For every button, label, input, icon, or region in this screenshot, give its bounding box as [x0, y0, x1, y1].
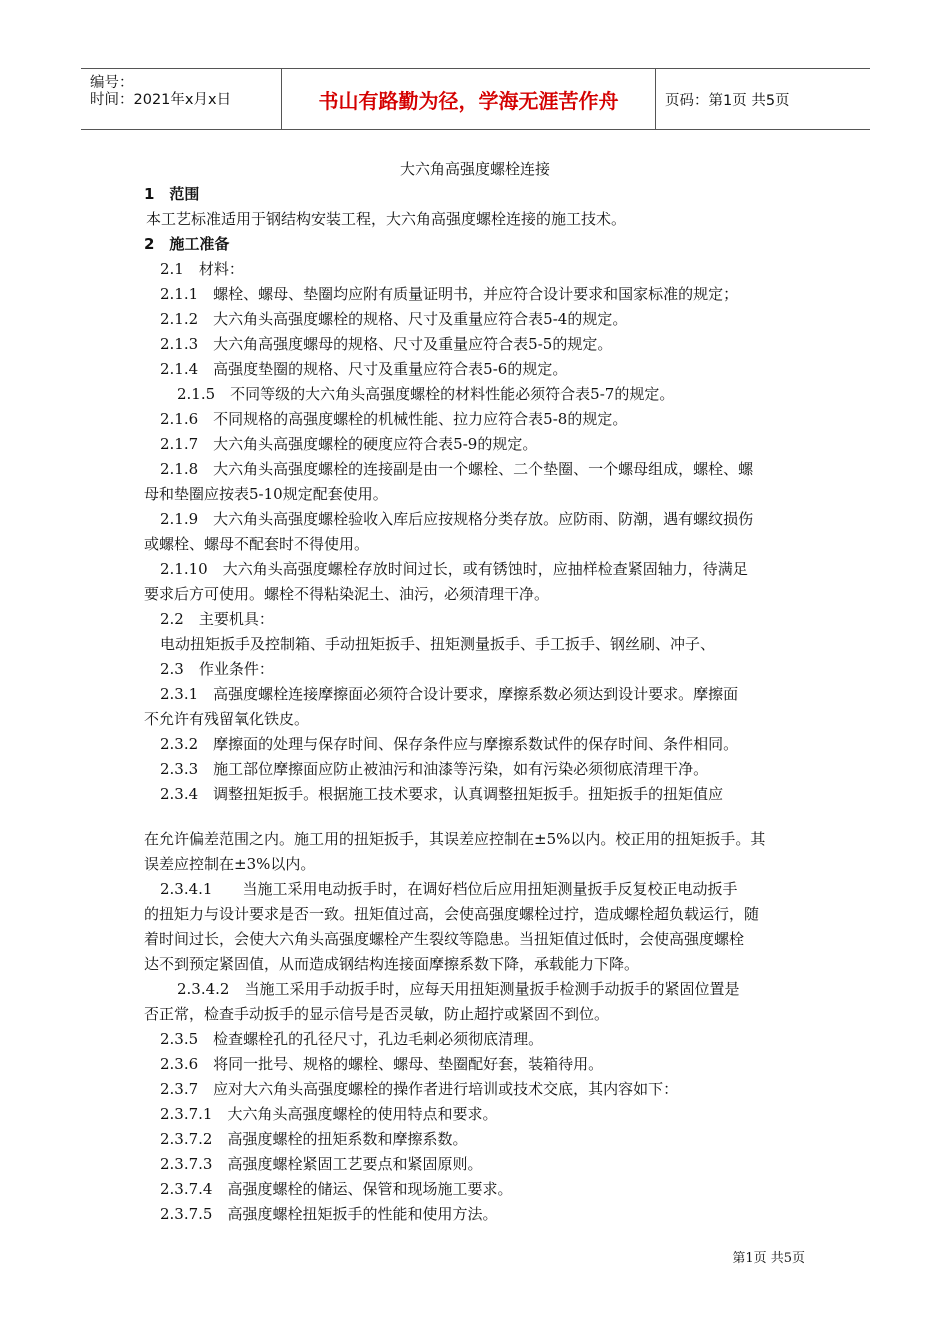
- paragraph-line: 或螺栓、螺母不配套时不得使用。: [144, 535, 370, 553]
- paragraph-line: 母和垫圈应按表5-10规定配套使用。: [144, 485, 388, 503]
- paragraph-line: 2.1.7 大六角头高强度螺栓的硬度应符合表5-9的规定。: [160, 435, 538, 453]
- body-paragraph: [144, 507, 814, 557]
- page-header: [81, 68, 870, 130]
- paragraph-line: 2.3.4.2 当施工采用手动扳手时，应每天用扭矩测量扳手检测手动扳手的紧固位置是: [177, 980, 740, 998]
- body-paragraph: [144, 877, 814, 977]
- paragraph-line: 否正常，检查手动扳手的显示信号是否灵敏，防止超拧或紧固不到位。: [144, 1005, 610, 1023]
- paragraph-line: 在允许偏差范围之内。施工用的扭矩扳手，其误差应控制在±5%以内。校正用的扭矩扳手。其: [144, 830, 766, 848]
- section-heading: [144, 232, 814, 257]
- body-paragraph: [144, 1077, 814, 1102]
- paragraph-line: 着时间过长，会使大六角头高强度螺栓产生裂纹等隐患。当扭矩值过低时，会使高强度螺栓: [144, 930, 745, 948]
- paragraph-line: 2.3.6 将同一批号、规格的螺栓、螺母、垫圈配好套，装箱待用。: [160, 1055, 604, 1073]
- body-paragraph: [144, 607, 814, 632]
- body-paragraph: [144, 457, 814, 507]
- paragraph-line: 2.3.7.3 高强度螺栓紧固工艺要点和紧固原则。: [160, 1155, 483, 1173]
- paragraph-line: 2.3.7.2 高强度螺栓的扭矩系数和摩擦系数。: [160, 1130, 468, 1148]
- body-paragraph: [144, 382, 814, 407]
- paragraph-line: 2.1.1 螺栓、螺母、垫圈均应附有质量证明书，并应符合设计要求和国家标准的规定；: [160, 285, 739, 303]
- body-paragraph: [144, 1027, 814, 1052]
- section-heading: [144, 182, 814, 207]
- body-paragraph: [144, 657, 814, 682]
- paragraph-line: 2.1.9 大六角头高强度螺栓验收入库后应按规格分类存放。应防雨、防潮，遇有螺纹损伤: [160, 510, 754, 528]
- paragraph-line: 2.3.7.4 高强度螺栓的储运、保管和现场施工要求。: [160, 1180, 513, 1198]
- paragraph-line: 2.3.4.1 当施工采用电动扳手时，在调好档位后应用扭矩测量扳手反复校正电动扳手: [160, 880, 738, 898]
- body-paragraph: [144, 557, 814, 607]
- body-paragraph: [144, 682, 814, 732]
- body-paragraph: [144, 1102, 814, 1127]
- body-paragraph: [144, 827, 814, 877]
- document-number-label: 编号：: [90, 75, 134, 91]
- header-page-info: 页码：第1页 共5页: [665, 92, 790, 109]
- paragraph-line: 2.1.4 高强度垫圈的规格、尺寸及重量应符合表5-6的规定。: [160, 360, 568, 378]
- paragraph-line: 要求后方可使用。螺栓不得粘染泥土、油污，必须清理干净。: [144, 585, 550, 603]
- paragraph-line: 2.3 作业条件：: [160, 660, 274, 678]
- body-paragraph: [144, 207, 814, 232]
- body-paragraph: [144, 257, 814, 282]
- paragraph-line: 2.3.2 摩擦面的处理与保存时间、保存条件应与摩擦系数试件的保存时间、条件相同。: [160, 735, 739, 753]
- document-title: 大六角高强度螺栓连接: [399, 160, 550, 178]
- body-paragraph: [144, 732, 814, 757]
- paragraph-line: 不允许有残留氧化铁皮。: [144, 710, 310, 728]
- paragraph-line: 2.3.3 施工部位摩擦面应防止被油污和油漆等污染，如有污染必须彻底清理干净。: [160, 760, 709, 778]
- body-paragraph: [144, 632, 814, 657]
- paragraph-line: 2.1.2 大六角头高强度螺栓的规格、尺寸及重量应符合表5-4的规定。: [160, 310, 628, 328]
- paragraph-line: 的扭矩力与设计要求是否一致。扭矩值过高，会使高强度螺栓过拧，造成螺栓超负载运行，随: [144, 905, 760, 923]
- paragraph-line: 电动扭矩扳手及控制箱、手动扭矩扳手、扭矩测量扳手、手工扳手、钢丝刷、冲子、: [160, 635, 716, 653]
- body-paragraph: [144, 1152, 814, 1177]
- header-meta: [81, 69, 281, 129]
- body-paragraph: [144, 307, 814, 332]
- paragraph-line: 2.3.5 检查螺栓孔的孔径尺寸，孔边毛刺必须彻底清理。: [160, 1030, 544, 1048]
- body-paragraph: [144, 407, 814, 432]
- body-paragraph: [144, 1202, 814, 1227]
- paragraph-line: 2.1.3 大六角高强度螺母的规格、尺寸及重量应符合表5-5的规定。: [160, 335, 613, 353]
- paragraph-line: 2.1.10 大六角头高强度螺栓存放时间过长，或有锈蚀时，应抽样检查紧固轴力，待满足: [160, 560, 748, 578]
- paragraph-line: 2.1 材料：: [160, 260, 244, 278]
- document-time-label: 时间：2021年x月x日: [90, 92, 232, 108]
- paragraph-line: 2.3.7 应对大六角头高强度螺栓的操作者进行培训或技术交底，其内容如下：: [160, 1080, 679, 1098]
- paragraph-line: 2.3.1 高强度螺栓连接摩擦面必须符合设计要求，摩擦系数必须达到设计要求。摩擦面: [160, 685, 739, 703]
- body-paragraph: [144, 1177, 814, 1202]
- paragraph-line: 2.3.4 调整扭矩扳手。根据施工技术要求，认真调整扭矩扳手。扭矩扳手的扭矩值应: [160, 785, 724, 803]
- paragraph-line: 2 施工准备: [144, 235, 230, 253]
- body-paragraph: [144, 782, 814, 807]
- body-paragraph: [144, 332, 814, 357]
- paragraph-line: 达不到预定紧固值，从而造成钢结构连接面摩擦系数下降，承载能力下降。: [144, 955, 640, 973]
- paragraph-line: 2.1.6 不同规格的高强度螺栓的机械性能、拉力应符合表5-8的规定。: [160, 410, 628, 428]
- paragraph-line: 2.3.7.1 大六角头高强度螺栓的使用特点和要求。: [160, 1105, 498, 1123]
- paragraph-line: 误差应控制在±3%以内。: [144, 855, 316, 873]
- body-paragraph: [144, 282, 814, 307]
- body-paragraph: [144, 757, 814, 782]
- paragraph-line: 1 范围: [144, 185, 200, 203]
- paragraph-line: 本工艺标准适用于钢结构安装工程，大六角高强度螺栓连接的施工技术。: [146, 210, 627, 228]
- header-motto: 书山有路勤为径，学海无涯苦作舟: [281, 69, 656, 129]
- body-paragraph: [144, 357, 814, 382]
- paragraph-line: 2.3.7.5 高强度螺栓扭矩扳手的性能和使用方法。: [160, 1205, 498, 1223]
- paragraph-line: 2.1.5 不同等级的大六角头高强度螺栓的材料性能必须符合表5-7的规定。: [177, 385, 675, 403]
- body-paragraph: [144, 1052, 814, 1077]
- page-footer: 第1页 共5页: [732, 1251, 805, 1266]
- body-paragraph: [144, 977, 814, 1027]
- body-paragraph: [144, 1127, 814, 1152]
- body-paragraph: [144, 432, 814, 457]
- paragraph-line: 2.2 主要机具：: [160, 610, 274, 628]
- paragraph-line: 2.1.8 大六角头高强度螺栓的连接副是由一个螺栓、二个垫圈、一个螺母组成，螺栓、螺: [160, 460, 754, 478]
